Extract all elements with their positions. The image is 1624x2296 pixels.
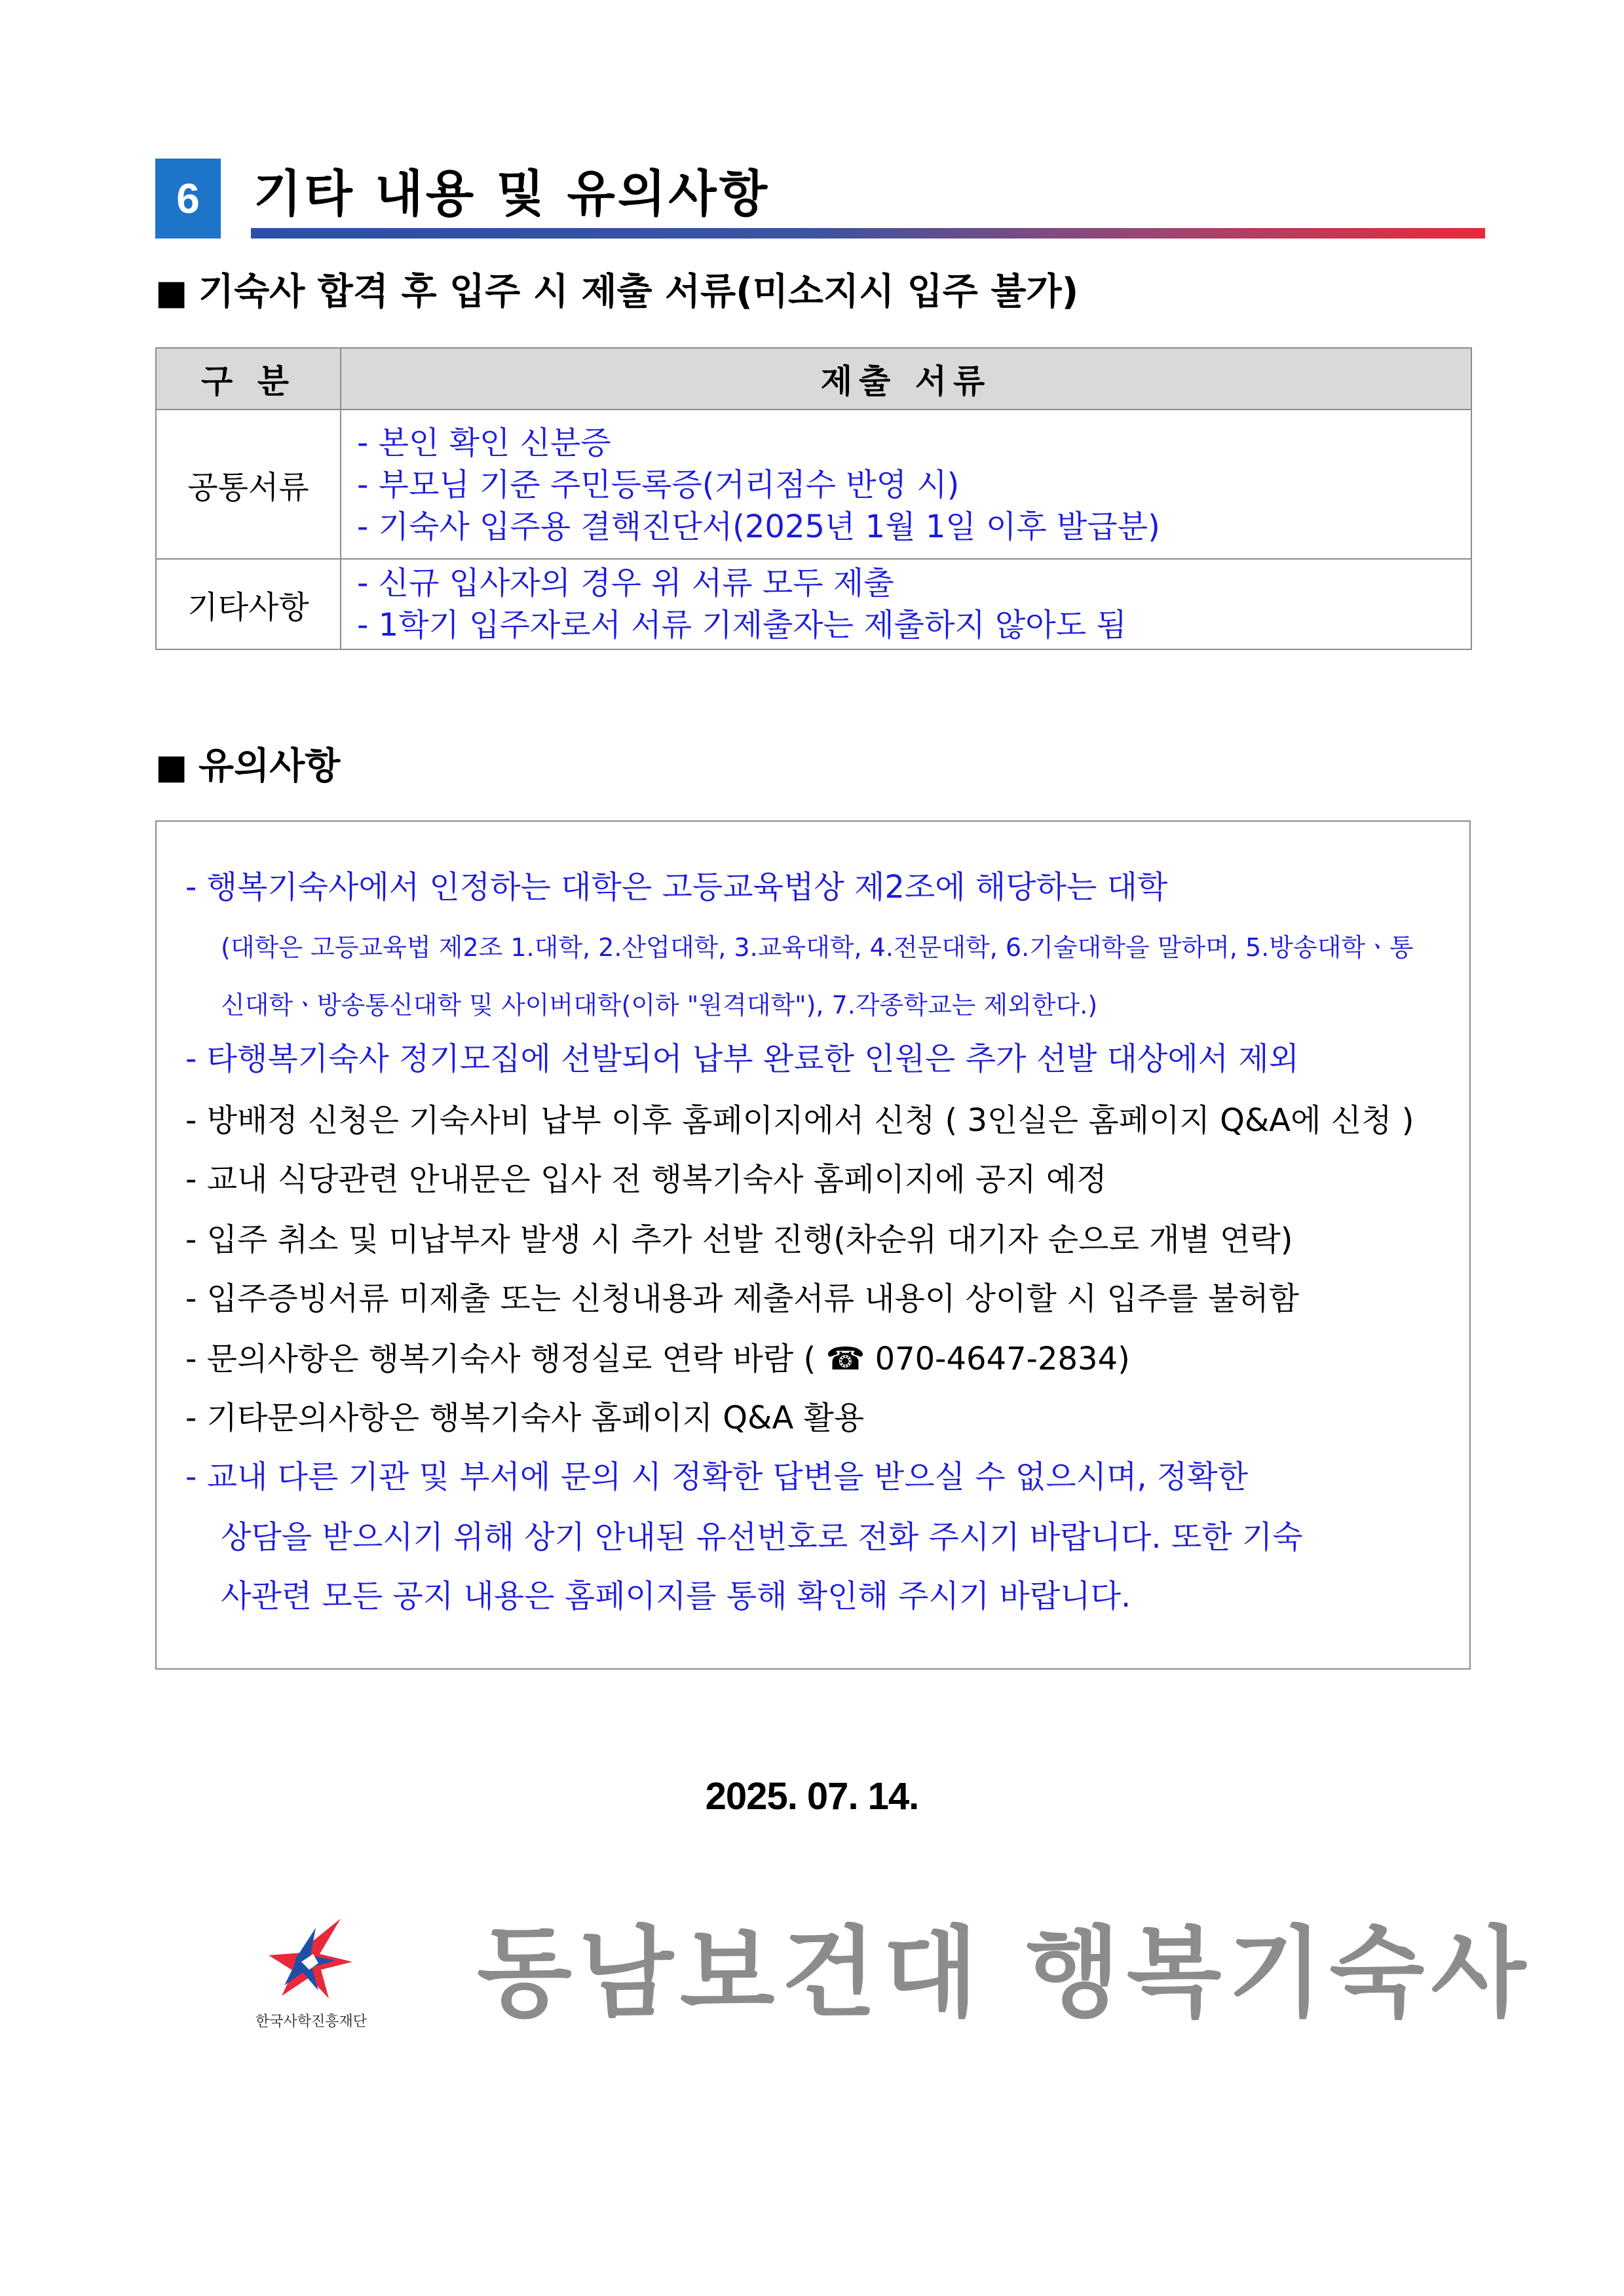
notice-heading-text: 유의사항 (198, 745, 341, 788)
notice-line: - 방배정 신청은 기숙사비 납부 이후 홈페이지에서 신청 ( 3인실은 홈페이지 Q&A에 신청 ) (185, 1102, 1414, 1139)
documents-heading-text: 기숙사 합격 후 입주 시 제출 서류(미소지시 입주 불가) (198, 271, 1079, 313)
list-item: - 본인 확인 신분증 (357, 425, 611, 461)
table-row (156, 559, 1471, 649)
table-header-documents: 제출 서류 (341, 348, 1471, 410)
section-title: 기타 내용 및 유의사항 (254, 164, 770, 223)
heading-square-icon: ■ (155, 273, 188, 313)
table-cell-items (341, 559, 1471, 649)
list-item: - 부모님 기준 주민등록증(거리점수 반영 시) (357, 467, 960, 503)
contact-prefix: - 문의사항은 행복기숙사 행정실로 연락 바람 ( (185, 1341, 816, 1377)
notice-line: 상담을 받으시기 위해 상기 안내된 유선번호로 전화 주시기 바랍니다. 또한 기숙 (221, 1519, 1303, 1556)
documents-heading (155, 266, 1078, 319)
notice-contact-line (185, 1338, 1130, 1380)
heading-square-icon: ■ (155, 748, 188, 787)
list-item: - 기숙사 입주용 결핵진단서(2025년 1월 1일 이후 발급분) (357, 508, 1160, 545)
list-item: - 신규 입사자의 경우 위 서류 모두 제출 (357, 565, 894, 602)
table-row (156, 410, 1471, 559)
notice-box (155, 820, 1471, 1670)
organization-name: 동남보건대 행복기숙사 (477, 1917, 1533, 2031)
notice-line: 신대학ㆍ방송통신대학 및 사이버대학(이하 "원격대학"), 7.각종학교는 제외한다.) (221, 991, 1098, 1020)
foundation-logo (242, 1915, 380, 2033)
table-cell-category: 기타사항 (156, 559, 341, 649)
document-date: 2025. 07. 14. (705, 1775, 919, 1818)
table-cell-items (341, 410, 1471, 559)
logo-caption: 한국사학진흥재단 (255, 2014, 368, 2030)
section-header (155, 155, 1485, 240)
notice-line: - 교내 식당관련 안내문은 입사 전 행복기숙사 홈페이지에 공지 예정 (185, 1161, 1107, 1198)
notice-line: - 기타문의사항은 행복기숙사 홈페이지 Q&A 활용 (185, 1400, 865, 1436)
notice-line: - 입주 취소 및 미납부자 발생 시 추가 선발 진행(차순위 대기자 순으로 개별 연락) (185, 1221, 1293, 1258)
list-item: - 1학기 입주자로서 서류 기제출자는 제출하지 않아도 됨 (357, 607, 1127, 643)
notice-line: - 입주증빙서류 미제출 또는 신청내용과 제출서류 내용이 상이할 시 입주를 불허함 (185, 1280, 1300, 1317)
notice-line: - 교내 다른 기관 및 부서에 문의 시 정확한 답변을 받으실 수 없으시며, 정확한 (185, 1459, 1248, 1495)
table-cell-category: 공통서류 (156, 410, 341, 559)
section-number-badge: 6 (155, 159, 221, 239)
table-header-row (156, 348, 1471, 410)
contact-number: 070-4647-2834) (875, 1341, 1130, 1377)
star-logo-icon (255, 1915, 367, 2006)
phone-icon: ☎ (825, 1341, 865, 1377)
documents-table (155, 347, 1472, 650)
notice-line: (대학은 고등교육법 제2조 1.대학, 2.산업대학, 3.교육대학, 4.전문대학, 6.기술대학을 말하며, 5.방송대학ㆍ통 (221, 933, 1414, 962)
table-header-category: 구 분 (156, 348, 341, 410)
section-title-underline (251, 228, 1485, 239)
notice-line: - 타행복기숙사 정기모집에 선발되어 납부 완료한 인원은 추가 선발 대상에서 제외 (185, 1041, 1300, 1077)
notice-line: - 행복기숙사에서 인정하는 대학은 고등교육법상 제2조에 해당하는 대학 (185, 869, 1168, 906)
notice-heading (155, 740, 340, 794)
notice-line: 사관련 모든 공지 내용은 홈페이지를 통해 확인해 주시기 바랍니다. (221, 1578, 1131, 1615)
